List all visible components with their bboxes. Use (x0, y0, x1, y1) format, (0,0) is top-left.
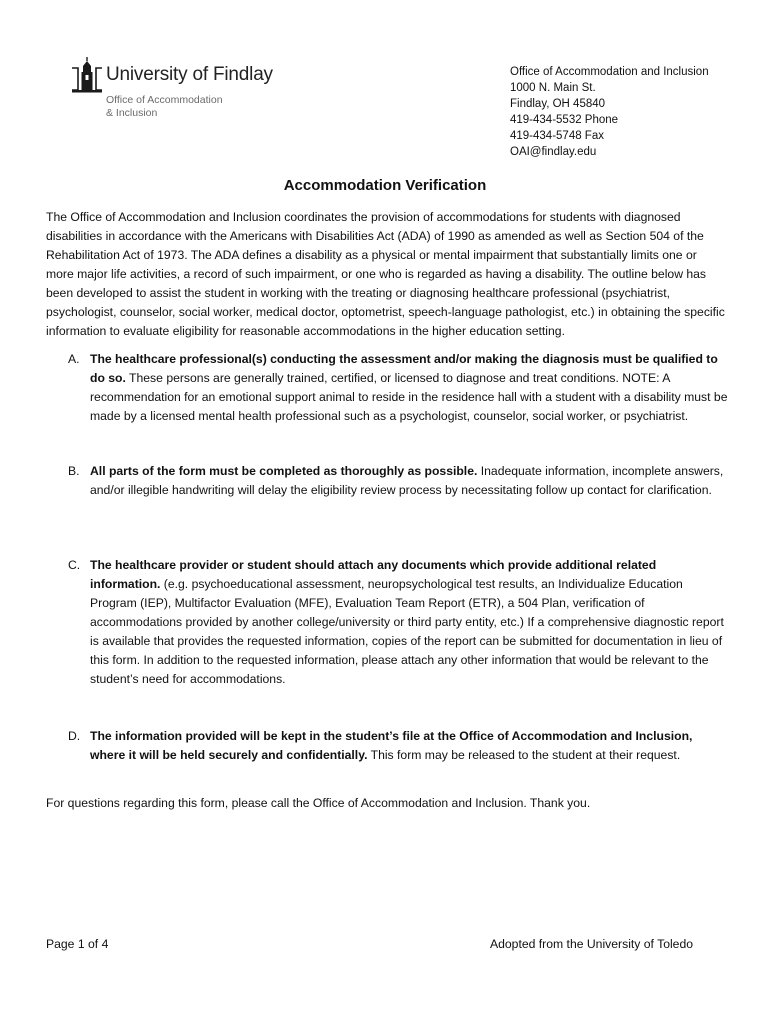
logo-subtitle (106, 94, 223, 120)
list-item-body (90, 462, 728, 500)
intro-paragraph: The Office of Accommodation and Inclusion coordinates the provision of accommodations for students with diagnosed disabilities in accordance with the Americans with Disabilities Act (ADA) of 1990 as amended as well as Section 504 of the Rehabilitation Act of 1973. The ADA defines a disability as a physical or mental impairment that substantially limits one or more major life activities, a record of such impairment, or one who is regarded as having a disability. The outline below has been developed to assist the student in working with the treating or diagnosing healthcare professional (psychiatrist, psychologist, counselor, social worker, medical doctor, optometrist, speech-language pathologist, etc.) in obtaining the specific information to evaluate eligibility for reasonable accommodations in the higher education setting. (46, 210, 725, 338)
list-item-bold-text: The healthcare professional(s) conducting the assessment and/or making the diagnosis must be qualified to do so. (90, 352, 718, 385)
list-item-text: These persons are generally trained, certified, or licensed to diagnose and treat conditions. NOTE: A recommendation for an emotional support animal to reside in the residence hall with a student with a disability must be made by a licensed mental health professional such as a psychologist, counselor, social worker, or psychiatrist. (90, 371, 728, 423)
list-item-letter: D. (68, 729, 81, 743)
list-item-text: (e.g. psychoeducational assessment, neuropsychological test results, an Individualize Education Program (IEP), Multifactor Evaluation (MFE), Evaluation Team Report (ETR), a 504 Plan, verification of accommodations provided by another college/university or third party entity, etc.) If a comprehensive diagnostic report is available that provides the requested information, copies of the report can be submitted for documentation in lieu of this form. In addition to the requested information, please attach any other information that would be relevant to the student’s need for accommodations. (90, 577, 724, 686)
closing-paragraph: For questions regarding this form, please call the Office of Accommodation and Inclusion. Thank you. (46, 796, 591, 810)
list-item-bold-text: The healthcare provider or student should attach any documents which provide additional related information. (90, 558, 657, 591)
logo-subtitle-line-2: & Inclusion (106, 107, 158, 119)
list-item-text: Inadequate information, incomplete answers, and/or illegible handwriting will delay the eligibility review process by necessitating follow up contact for clarification. (90, 464, 724, 497)
list-item-bold-text: All parts of the form must be completed as thoroughly as possible. (90, 464, 478, 478)
university-logo (70, 56, 320, 126)
university-tower-icon (70, 56, 104, 96)
list-item-c (68, 556, 728, 689)
contact-email: OAI@findlay.edu (510, 146, 597, 158)
list-item-b (68, 462, 728, 500)
contact-phone: 419-434-5532 Phone (510, 114, 619, 126)
list-item-letter: C. (68, 558, 81, 572)
logo-wordmark: University of Findlay (106, 64, 273, 85)
list-item-letter: A. (68, 352, 80, 366)
list-item-d (68, 727, 728, 765)
list-item-letter: B. (68, 464, 80, 478)
document-title: Accommodation Verification (283, 177, 487, 194)
page-number: Page 1 of 4 (46, 937, 109, 951)
list-item-text: This form may be released to the student at their request. (367, 748, 681, 762)
list-item-body (90, 350, 728, 426)
list-item-body (90, 727, 728, 765)
contact-office: Office of Accommodation and Inclusion (510, 66, 709, 78)
contact-fax: 419-434-5748 Fax (510, 130, 604, 142)
footer-source-note: Adopted from the University of Toledo (490, 937, 694, 951)
contact-street: 1000 N. Main St. (510, 82, 596, 94)
contact-address-block (510, 64, 760, 160)
list-item-body (90, 556, 728, 689)
list-item-a (68, 350, 728, 426)
contact-city: Findlay, OH 45840 (510, 98, 606, 110)
list-item-bold-text: The information provided will be kept in the student’s file at the Office of Accommodation and Inclusion, where it will be held securely and confidentially. (90, 729, 693, 762)
logo-subtitle-line-1: Office of Accommodation (106, 94, 223, 106)
